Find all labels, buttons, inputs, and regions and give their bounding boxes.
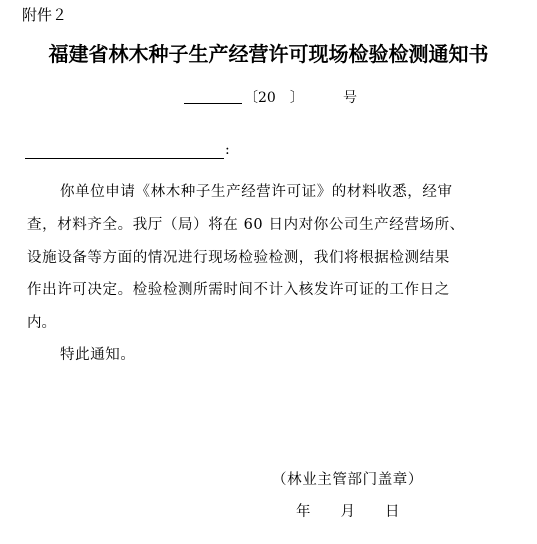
body-line: 作出许可决定。检验检测所需时间不计入核发许可证的工作日之 [27,282,450,298]
body-line: 查，材料齐全。我厅（局）将在 60 日内对你公司生产经营场所、 [27,217,465,233]
date-month-label: 月 [340,504,355,520]
seal-label: （林业主管部门盖章） [272,472,423,488]
doc-number-blank [184,103,242,104]
closing-phrase: 特此通知。 [60,347,136,363]
recipient-blank [25,158,224,159]
attachment-label: 附件２ [22,6,68,24]
document-title: 福建省林木种子生产经营许可现场检验检测通知书 [48,42,489,66]
body-line: 内。 [27,315,56,331]
body-line: 设施设备等方面的情况进行现场检验检测，我们将根据检测结果 [27,250,450,266]
doc-number-year: 〔20 〕 [244,90,304,106]
doc-number-suffix: 号 [343,90,357,106]
recipient-colon: : [225,142,230,158]
date-day-label: 日 [385,504,400,520]
date-year-label: 年 [296,504,311,520]
signature-date [296,500,400,521]
body-line: 你单位申请《林木种子生产经营许可证》的材料收悉，经审 [60,184,453,200]
